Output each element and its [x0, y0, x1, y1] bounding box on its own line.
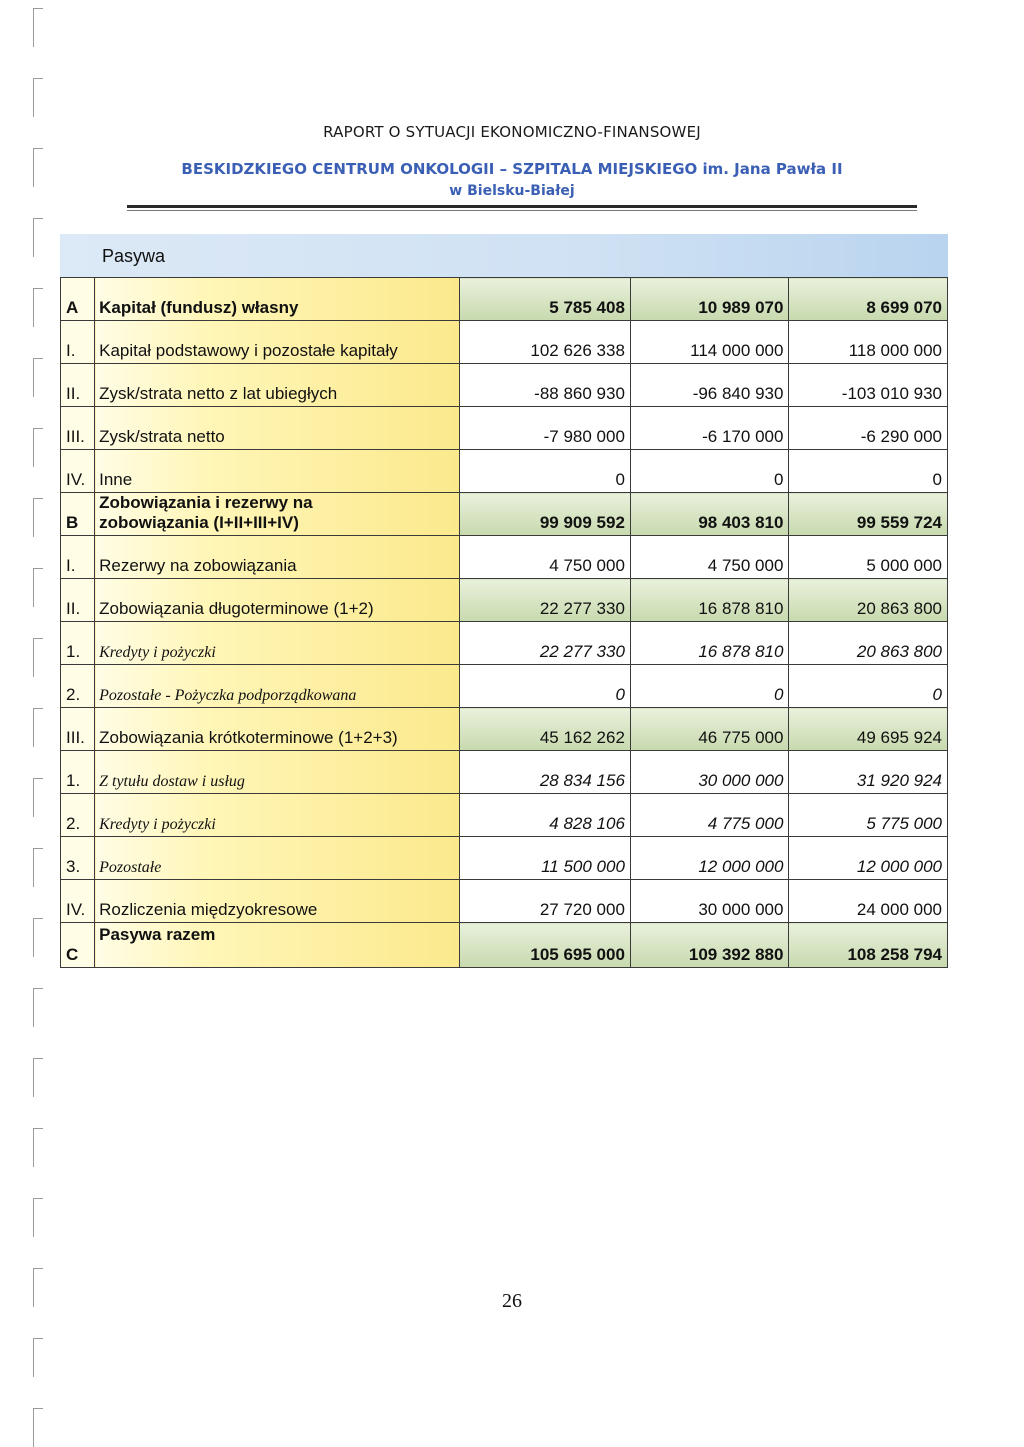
table-row	[61, 407, 948, 450]
table-row	[61, 751, 948, 794]
row-label-line1: Zobowiązania i rezerwy na	[99, 493, 313, 512]
value-col-3: 12 000 000	[789, 837, 948, 880]
row-label: Kapitał (fundusz) własny	[95, 278, 460, 321]
value-col-1: 105 695 000	[460, 923, 631, 968]
value-col-1: 11 500 000	[460, 837, 631, 880]
row-label: Zobowiązania krótkoterminowe (1+2+3)	[95, 708, 460, 751]
liabilities-grid	[60, 277, 948, 968]
value-col-3: 99 559 724	[789, 493, 948, 536]
value-col-1: 0	[460, 665, 631, 708]
liabilities-table	[60, 234, 948, 964]
value-col-1: 22 277 330	[460, 622, 631, 665]
value-col-3: -6 290 000	[789, 407, 948, 450]
value-col-1: 45 162 262	[460, 708, 631, 751]
value-col-1: 4 828 106	[460, 794, 631, 837]
table-row	[61, 493, 948, 536]
row-label: Zysk/strata netto	[95, 407, 460, 450]
value-col-2: 46 775 000	[630, 708, 789, 751]
value-col-1: 99 909 592	[460, 493, 631, 536]
table-row	[61, 450, 948, 493]
row-index: III.	[61, 407, 95, 450]
binder-mark	[33, 778, 43, 817]
table-row	[61, 278, 948, 321]
row-index: II.	[61, 579, 95, 622]
header-rule	[127, 205, 917, 208]
value-col-1: -88 860 930	[460, 364, 631, 407]
value-col-2: 10 989 070	[630, 278, 789, 321]
value-col-3: 5 775 000	[789, 794, 948, 837]
value-col-2: 114 000 000	[630, 321, 789, 364]
row-index: IV.	[61, 880, 95, 923]
table-title: Pasywa	[102, 246, 166, 266]
table-row	[61, 536, 948, 579]
value-col-2: 0	[630, 450, 789, 493]
value-col-1: 4 750 000	[460, 536, 631, 579]
value-col-3: 31 920 924	[789, 751, 948, 794]
table-row	[61, 622, 948, 665]
table-row	[61, 794, 948, 837]
row-index: B	[61, 493, 95, 536]
binder-mark	[33, 1058, 43, 1097]
row-label: Rezerwy na zobowiązania	[95, 536, 460, 579]
page-number: 26	[502, 1290, 522, 1312]
value-col-2: 98 403 810	[630, 493, 789, 536]
row-label: Kredyty i pożyczki	[95, 794, 460, 837]
binder-mark	[33, 428, 43, 467]
value-col-1: 5 785 408	[460, 278, 631, 321]
value-col-3: 24 000 000	[789, 880, 948, 923]
value-col-3: 108 258 794	[789, 923, 948, 968]
binder-mark	[33, 918, 43, 957]
table-row	[61, 880, 948, 923]
value-col-3: -103 010 930	[789, 364, 948, 407]
table-row	[61, 923, 948, 968]
row-label: Zysk/strata netto z lat ubiegłych	[95, 364, 460, 407]
value-col-2: 109 392 880	[630, 923, 789, 968]
row-index: 2.	[61, 665, 95, 708]
table-row	[61, 708, 948, 751]
row-label: Zobowiązania długoterminowe (1+2)	[95, 579, 460, 622]
hospital-city: w Bielsku-Białej	[449, 183, 575, 199]
value-col-3: 0	[789, 450, 948, 493]
row-label: Pozostałe	[95, 837, 460, 880]
row-index: IV.	[61, 450, 95, 493]
value-col-2: 12 000 000	[630, 837, 789, 880]
value-col-1: 0	[460, 450, 631, 493]
row-label: Pasywa razem	[95, 923, 460, 968]
value-col-1: 22 277 330	[460, 579, 631, 622]
value-col-3: 20 863 800	[789, 579, 948, 622]
row-index: C	[61, 923, 95, 968]
binder-mark	[33, 1128, 43, 1167]
row-index: 1.	[61, 622, 95, 665]
value-col-2: 0	[630, 665, 789, 708]
binder-mark	[33, 1198, 43, 1237]
row-label	[95, 493, 460, 536]
binder-mark	[33, 848, 43, 887]
value-col-3: 20 863 800	[789, 622, 948, 665]
row-index: A	[61, 278, 95, 321]
binder-mark	[33, 218, 43, 257]
row-label: Rozliczenia międzyokresowe	[95, 880, 460, 923]
row-index: II.	[61, 364, 95, 407]
value-col-1: 28 834 156	[460, 751, 631, 794]
binder-mark	[33, 358, 43, 397]
binder-mark	[33, 638, 43, 677]
binder-mark	[33, 1408, 43, 1447]
row-index: 3.	[61, 837, 95, 880]
value-col-3: 8 699 070	[789, 278, 948, 321]
row-label: Inne	[95, 450, 460, 493]
table-row	[61, 665, 948, 708]
value-col-1: -7 980 000	[460, 407, 631, 450]
row-index: 1.	[61, 751, 95, 794]
hospital-name: BESKIDZKIEGO CENTRUM ONKOLOGII – SZPITALA MIEJSKIEGO im. Jana Pawła II	[181, 160, 843, 178]
row-label: Z tytułu dostaw i usług	[95, 751, 460, 794]
row-index: 2.	[61, 794, 95, 837]
header-rule-thin	[127, 210, 917, 211]
value-col-3: 0	[789, 665, 948, 708]
table-row	[61, 364, 948, 407]
table-title-band	[60, 234, 948, 277]
row-label: Pozostałe - Pożyczka podporządkowana	[95, 665, 460, 708]
binder-mark	[33, 288, 43, 327]
row-index: I.	[61, 536, 95, 579]
binder-mark	[33, 8, 43, 47]
row-label: Kredyty i pożyczki	[95, 622, 460, 665]
value-col-2: 16 878 810	[630, 579, 789, 622]
row-index: I.	[61, 321, 95, 364]
binder-mark	[33, 568, 43, 607]
value-col-2: 30 000 000	[630, 880, 789, 923]
row-label: Kapitał podstawowy i pozostałe kapitały	[95, 321, 460, 364]
binder-mark	[33, 708, 43, 747]
binder-mark	[33, 988, 43, 1027]
value-col-2: 4 750 000	[630, 536, 789, 579]
value-col-2: -6 170 000	[630, 407, 789, 450]
value-col-3: 5 000 000	[789, 536, 948, 579]
value-col-2: 4 775 000	[630, 794, 789, 837]
report-title: RAPORT O SYTUACJI EKONOMICZNO-FINANSOWEJ	[323, 123, 701, 141]
value-col-1: 102 626 338	[460, 321, 631, 364]
table-row	[61, 837, 948, 880]
table-row	[61, 579, 948, 622]
binder-mark	[33, 1338, 43, 1377]
value-col-3: 49 695 924	[789, 708, 948, 751]
binder-mark	[33, 78, 43, 117]
value-col-2: 16 878 810	[630, 622, 789, 665]
row-index: III.	[61, 708, 95, 751]
value-col-2: 30 000 000	[630, 751, 789, 794]
row-label-line2: zobowiązania (I+II+III+IV)	[99, 513, 299, 532]
value-col-3: 118 000 000	[789, 321, 948, 364]
value-col-1: 27 720 000	[460, 880, 631, 923]
value-col-2: -96 840 930	[630, 364, 789, 407]
table-row	[61, 321, 948, 364]
binder-mark	[33, 498, 43, 537]
